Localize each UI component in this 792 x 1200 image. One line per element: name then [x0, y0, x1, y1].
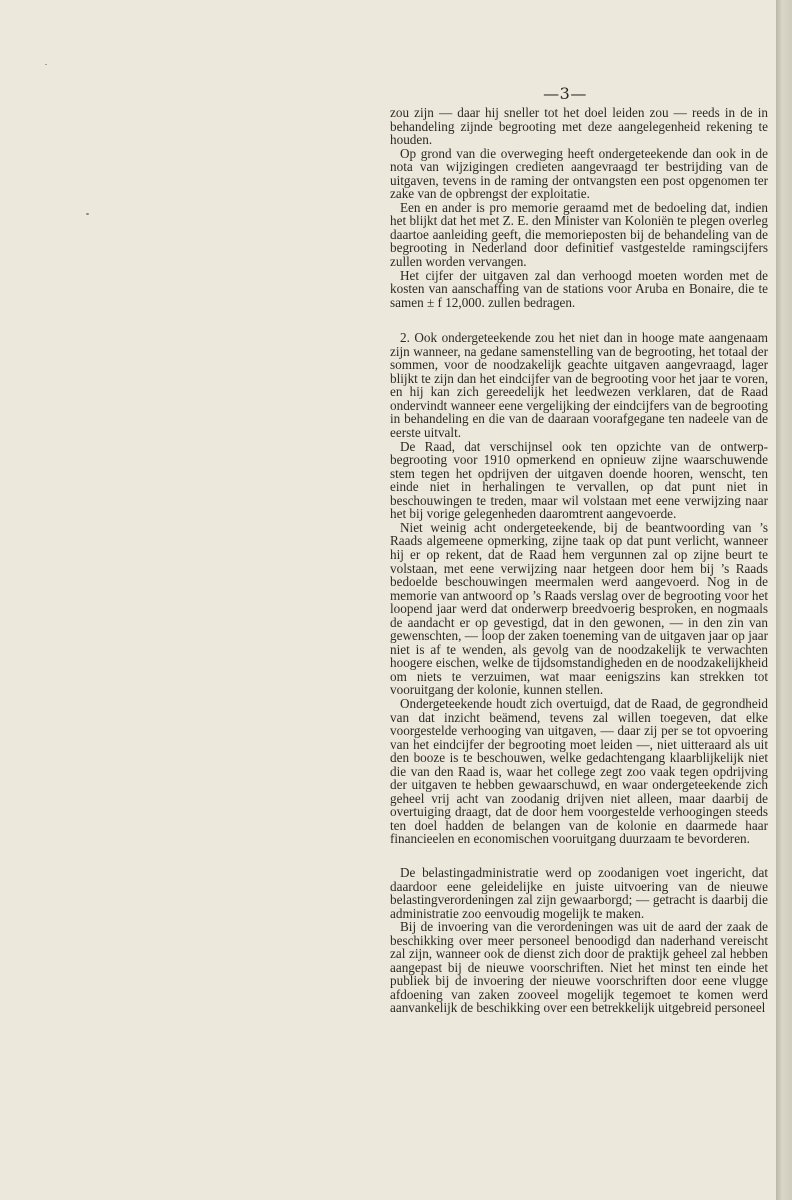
paragraph-9: De belastingadministratie werd op zoodanigen voet ingericht, dat daardoor eene geleidelijke en juiste uitvoering van de nieuwe belastingverordeningen zal zijn gewaarborgd; — getracht is daarbij die administratie zoo eenvoudig mogelijk te maken.	[390, 864, 768, 921]
page-edge	[776, 0, 792, 1200]
paper-speck	[86, 213, 89, 215]
paragraph-1: zou zijn — daar hij sneller tot het doel leiden zou — reeds in de in behandeling zijnde begrooting met deze aangelegenheid rekening te houden.	[390, 105, 768, 148]
text-column	[390, 106, 768, 1015]
paragraph-7: Niet weinig acht ondergeteekende, bij de beantwoording van ’s Raads algemeene opmerking, zijne taak op dat punt verlicht, wanneer hij er op rekent, dat de Raad hem vergunnen zal op zijne beurt te volstaan, met eene verwijzing naar hetgeen door hem bij ’s Raads bedoelde beschouwingen meermalen werd aangevoerd. Nog in de memorie van antwoord op ’s Raads verslag over de begrooting voor het loopend jaar werd dat onderwerp breedvoerig besproken, en nogmaals de aandacht er op gevestigd, dat in den gewonen, — in den zin van gewenschten, — loop der zaken toeneming van de uitgaven jaar op jaar niet is af te wenden, als gevolg van de noodzakelijk te verwachten hoogere eischen, welke de tijdsomstandigheden en de noodzakelijkheid om niets te verzuimen, wat maar eenigszins kan strekken tot vooruitgang der kolonie, kunnen stellen.	[390, 519, 768, 698]
paragraph-4: Het cijfer der uitgaven zal dan verhoogd moeten worden met de kosten van aanschaffing van de stations voor Aruba en Bonaire, die te samen ± f 12,000. zullen bedragen.	[390, 267, 768, 310]
paragraph-6: De Raad, dat verschijnsel ook ten opzichte van de ontwerp-begrooting voor 1910 opmerkend en opnieuw zijne waarschuwende stem tegen het opdrijven der uitgaven doende hooren, wenscht, ten einde niet in herhalingen te vervallen, op dat punt niet in beschouwingen te treden, maar wil volstaan met eene verwijzing naar het bij vorige gelegenheden daaromtrent aangevoerde.	[390, 438, 768, 522]
page-number: —3—	[543, 84, 587, 103]
paragraph-3: Een en ander is pro memorie geraamd met de bedoeling dat, indien het blijkt dat het met Z. E. den Minister van Koloniën te plegen overleg daartoe aanleiding geeft, die memorieposten bij de behandeling van de begrooting in Nederland door definitief vastgestelde ramingscijfers zullen worden vervangen.	[390, 199, 768, 270]
paragraph-section-2: 2. Ook ondergeteekende zou het niet dan in hooge mate aangenaam zijn wanneer, na gedane samenstelling van de begrooting, het totaal der sommen, voor de noodzakelijk geachte uitgaven aangevraagd, lager blijkt te zijn dan het eindcijfer van de begrooting voor het jaar te voren, en hij kan zich gereedelijk het leedwezen verklaren, dat de Raad ondervindt wanneer eene vergelijking der eindcijfers van de begrooting in behandeling en die van de daaraan voorafgegane ten nadeele van de eerste uitvalt.	[390, 330, 768, 441]
section-spacer	[390, 309, 768, 331]
paragraph-10: Bij de invoering van die verordeningen was uit de aard der zaak de beschikking over meer personeel benoodigd dan naderhand vereischt zal zijn, wanneer ook de dienst zich door de praktijk geheel zal hebben aangepast bij de nieuwe voorschriften. Niet het minst ten einde het publiek bij de invoering der nieuwe voorschriften door eene vlugge afdoening van zaken zooveel mogelijk tegemoet te komen werd aanvankelijk de beschikking over een betrekkelijk uitgebreid personeel	[390, 919, 768, 1016]
paragraph-8: Ondergeteekende houdt zich overtuigd, dat de Raad, de gegrondheid van dat inzicht beämend, tevens zal willen toegeven, dat elke voorgestelde verhooging van uitgaven, — daar zij per se tot opvoering van het eindcijfer der begrooting moet leiden —, niet uitteraard als uit den booze is te beschouwen, welke gedachtengang klaarblijkelijk niet die van den Raad is, waar het college zegt zoo vaak tegen opdrijving der uitgaven te hebben gewaarschuwd, en waar ondergeteekende zich geheel vrij acht van zoodanig drijven niet alleen, maar daarbij de overtuiging draagt, dat de door hem voorgestelde verhoogingen steeds ten doel hadden de belangen van de kolonie en daarmede haar financieelen en economischen vooruitgang duurzaam te bevorderen.	[390, 695, 768, 847]
paragraph-2: Op grond van die overweging heeft ondergeteekende dan ook in de nota van wijzigingen credieten aangevraagd ter bestrijding van de uitgaven, tevens in de raming der ontvangsten een post opgenomen ter zake van de opbrengst der exploitatie.	[390, 145, 768, 202]
section-spacer	[390, 846, 768, 866]
paper-speck	[45, 64, 47, 65]
